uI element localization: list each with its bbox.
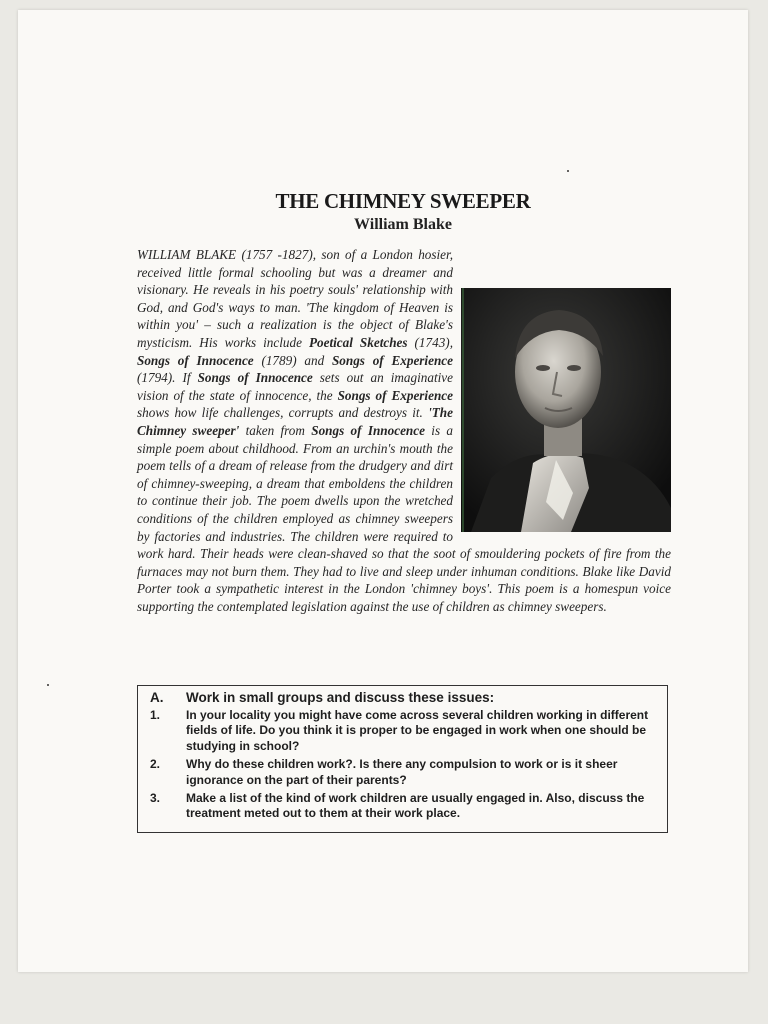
intro-text: sets out an imaginative vision of the state of innocence, the: [137, 370, 453, 403]
work-title: 'The Chimney sweeper': [137, 405, 453, 438]
work-title: Songs of Innocence: [197, 370, 313, 386]
work-title: Songs of Experience: [331, 352, 453, 368]
poem-title: THE CHIMNEY SWEEPER: [275, 189, 531, 213]
activity-title: Work in small groups and discuss these issues:: [186, 690, 495, 705]
scan-speck: [567, 170, 569, 172]
activity-letter: A.: [150, 690, 164, 705]
activity-heading: [150, 690, 655, 705]
intro-text: (1789) and: [253, 352, 332, 368]
question-number: 2.: [150, 757, 161, 772]
intro-text: (1743),: [407, 334, 453, 350]
author-portrait: [461, 288, 671, 532]
question-number: 3.: [150, 791, 161, 806]
question-text: Make a list of the kind of work children are usually engaged in. Also, discuss the treatment meted out to them at their work place.: [186, 791, 645, 821]
intro-text: shows how life challenges, corrupts and destroys it.: [137, 405, 429, 421]
question-text: In your locality you might have come across several children working in different fields of life. Do you think it is proper to be engaged in work when one should be studying in school?: [186, 708, 649, 753]
work-title: Songs of Innocence: [311, 422, 425, 438]
intro-text: (1794). If: [137, 370, 198, 386]
intro-text: WILLIAM BLAKE (1757 -1827), son of a London hosier, received little formal schooling but was a dreamer and visionary. He reveals in his poetry souls' relationship with God, and God's ways to man. 'The kingdom of Heaven is within you' – such a realization is the object of Blake's mysticism. His works include: [137, 247, 453, 350]
question-item: [150, 757, 655, 788]
question-item: [150, 708, 655, 754]
poem-author: William Blake: [354, 216, 452, 233]
work-title: Songs of Innocence: [137, 352, 254, 368]
work-title: Poetical Sketches: [308, 334, 408, 350]
intro-text: is a simple poem about childhood. From an urchin's mouth the poem tells of a dream of release from the drudgery and dirt of chimney-sweeping, a dream that emboldens the children to continue their job. The poem dwells upon the wretched conditions of the children employed as chimney sweepers by factories and industries. The children were required to work hard. Their heads were clean-shaved so that the soot of smouldering pockets of fire from the furnaces may not burn them. They had to live and sleep under inhuman conditions. Blake like David Porter took a sympathetic interest in the London 'chimney boys'. This poem is a homespun voice supporting the contemplated legislation against the use of children as chimney sweepers.: [137, 422, 671, 614]
question-number: 1.: [150, 708, 161, 722]
scan-speck: [47, 684, 49, 686]
intro-text: taken from: [239, 422, 312, 438]
intro-paragraph: [137, 246, 671, 615]
work-title: Songs of Experience: [337, 387, 453, 403]
question-text: Why do these children work?. Is there any compulsion to work or is it sheer ignorance on the part of their parents?: [186, 757, 618, 787]
question-item: [150, 791, 655, 822]
activity-box: [137, 685, 668, 833]
